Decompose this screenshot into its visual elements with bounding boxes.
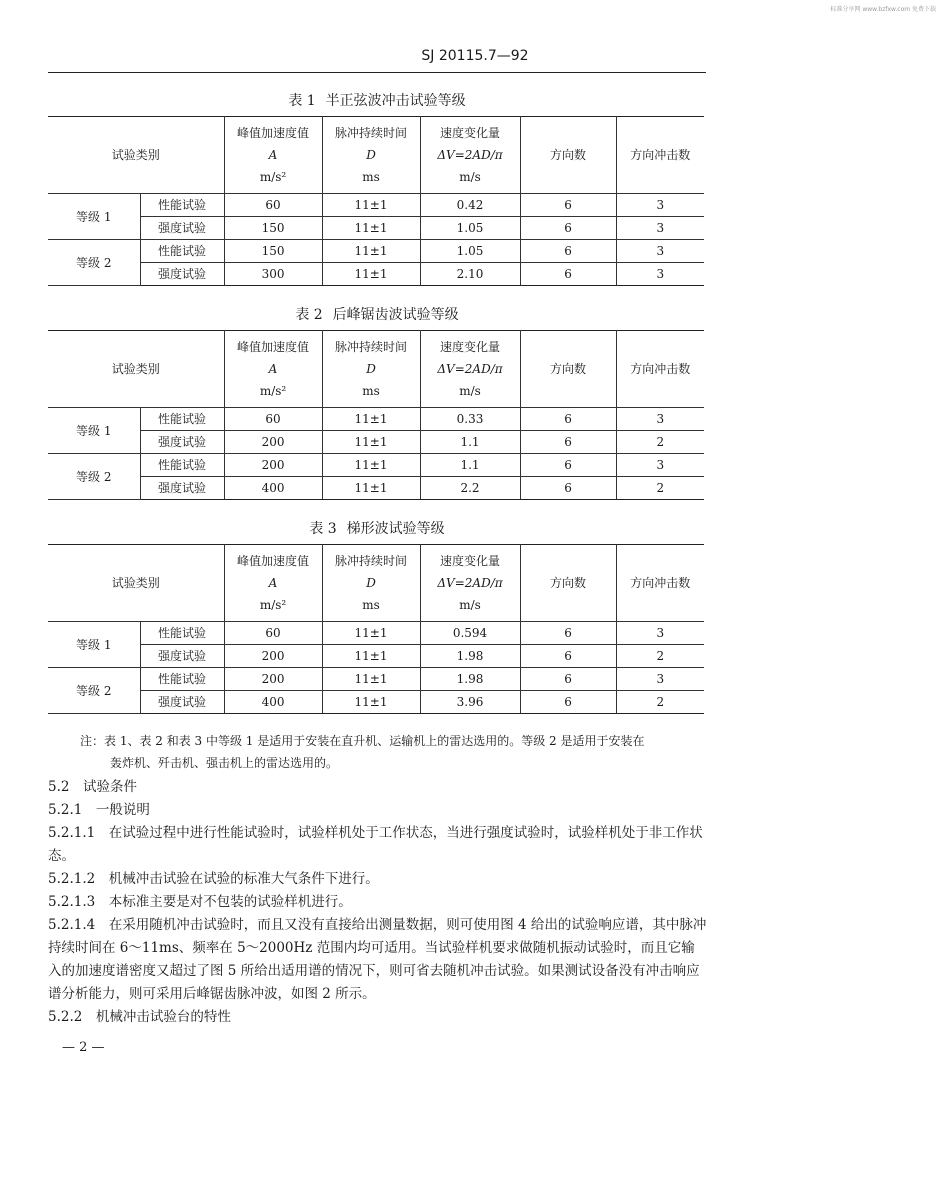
header-pulse: 脉冲持续时间 D ms [322,117,420,194]
test-type-cell: 强度试验 [140,477,224,500]
page-number: — 2 — [62,1040,105,1055]
velocity-cell: 1.98 [420,645,520,668]
peak-cell: 60 [224,408,322,431]
grade-table [48,330,704,500]
watermark: 标准分享网 www.bzfxw.com 免费下载 [830,6,936,13]
header-category: 试验类别 [48,545,224,622]
table-row [48,263,704,286]
peak-cell: 150 [224,240,322,263]
pulse-cell: 11±1 [322,622,420,645]
grade-cell: 等级 1 [48,622,140,668]
table-header-row [48,117,704,194]
peak-cell: 400 [224,477,322,500]
pulse-cell: 11±1 [322,217,420,240]
pulse-cell: 11±1 [322,645,420,668]
shocks-cell: 3 [616,217,704,240]
section-5-2-1-2: 5.2.1.2 机械冲击试验在试验的标准大气条件下进行。 [48,871,379,887]
peak-cell: 200 [224,454,322,477]
velocity-cell: 1.1 [420,431,520,454]
table-number: 表 3 [309,521,337,537]
header-velocity: 速度变化量 ΔV=2AD/π m/s [420,545,520,622]
shocks-cell: 3 [616,622,704,645]
header-pulse: 脉冲持续时间 D ms [322,331,420,408]
test-type-cell: 强度试验 [140,645,224,668]
peak-cell: 200 [224,645,322,668]
shocks-cell: 3 [616,408,704,431]
header-category: 试验类别 [48,117,224,194]
section-5-2: 5.2 试验条件 [48,779,137,795]
pulse-cell: 11±1 [322,431,420,454]
header-rule [48,72,706,73]
table-row [48,217,704,240]
test-type-cell: 性能试验 [140,668,224,691]
directions-cell: 6 [520,622,616,645]
doc-number: SJ 20115.7—92 [421,48,529,64]
pulse-cell: 11±1 [322,668,420,691]
section-5-2-1-3: 5.2.1.3 本标准主要是对不包装的试验样机进行。 [48,894,352,910]
header-pulse: 脉冲持续时间 D ms [322,545,420,622]
table-caption [48,90,706,110]
header-shocks: 方向冲击数 [616,545,704,622]
velocity-cell: 1.05 [420,217,520,240]
grade-cell: 等级 1 [48,194,140,240]
header-velocity: 速度变化量 ΔV=2AD/π m/s [420,117,520,194]
directions-cell: 6 [520,431,616,454]
table-row [48,431,704,454]
pulse-cell: 11±1 [322,240,420,263]
pulse-cell: 11±1 [322,454,420,477]
shocks-cell: 2 [616,477,704,500]
pulse-cell: 11±1 [322,691,420,714]
table-header-row [48,331,704,408]
test-type-cell: 强度试验 [140,431,224,454]
note-line-2: 轰炸机、歼击机、强击机上的雷达选用的。 [110,756,339,770]
velocity-cell: 1.1 [420,454,520,477]
table-row [48,691,704,714]
directions-cell: 6 [520,217,616,240]
shocks-cell: 3 [616,668,704,691]
table-note [80,730,710,774]
velocity-cell: 1.98 [420,668,520,691]
table-row [48,194,704,217]
peak-cell: 200 [224,668,322,691]
grade-cell: 等级 2 [48,454,140,500]
table-caption [48,518,706,538]
velocity-cell: 0.42 [420,194,520,217]
grade-cell: 等级 2 [48,240,140,286]
table-number: 表 2 [295,307,323,323]
table-number: 表 1 [288,93,316,109]
grade-table [48,116,704,286]
peak-cell: 200 [224,431,322,454]
header-category: 试验类别 [48,331,224,408]
table-row [48,454,704,477]
velocity-cell: 2.2 [420,477,520,500]
shocks-cell: 2 [616,691,704,714]
directions-cell: 6 [520,240,616,263]
directions-cell: 6 [520,263,616,286]
table-row [48,477,704,500]
directions-cell: 6 [520,668,616,691]
header-peak: 峰值加速度值 A m/s² [224,117,322,194]
header-peak: 峰值加速度值 A m/s² [224,545,322,622]
pulse-cell: 11±1 [322,194,420,217]
table-title: 后峰锯齿波试验等级 [332,307,459,323]
pulse-cell: 11±1 [322,263,420,286]
grade-table [48,544,704,714]
directions-cell: 6 [520,691,616,714]
table-caption [48,304,706,324]
test-type-cell: 强度试验 [140,691,224,714]
section-5-2-1-4: 5.2.1.4 在采用随机冲击试验时，而且又没有直接给出测量数据，则可使用图 4 给出的试验响应谱，其中脉冲持续时间在 6～11ms、频率在 5～2000Hz 范围内均可适用。当试验样机要求做随机振动试验时，而且它输入的加速度谱密度又超过了图 5 所给出适用谱的情况下，则可省去随机冲击试验。如果测试设备没有冲击响应谱分析能力，则可采用后峰锯齿脉冲波，如图 2 所示。 [48,917,707,1002]
peak-cell: 400 [224,691,322,714]
grade-cell: 等级 1 [48,408,140,454]
header-peak: 峰值加速度值 A m/s² [224,331,322,408]
shocks-cell: 3 [616,263,704,286]
table-row [48,240,704,263]
directions-cell: 6 [520,645,616,668]
table-row [48,668,704,691]
table-row [48,408,704,431]
table-row [48,622,704,645]
section-5-2-1: 5.2.1 一般说明 [48,802,150,818]
shocks-cell: 3 [616,194,704,217]
table-header-row [48,545,704,622]
velocity-cell: 0.594 [420,622,520,645]
table-title: 半正弦波冲击试验等级 [325,93,466,109]
test-type-cell: 强度试验 [140,217,224,240]
body-sections [48,776,708,1029]
directions-cell: 6 [520,408,616,431]
test-type-cell: 性能试验 [140,622,224,645]
peak-cell: 150 [224,217,322,240]
table-row [48,645,704,668]
header-directions: 方向数 [520,117,616,194]
shocks-cell: 3 [616,454,704,477]
grade-cell: 等级 2 [48,668,140,714]
velocity-cell: 2.10 [420,263,520,286]
header-shocks: 方向冲击数 [616,117,704,194]
shocks-cell: 2 [616,645,704,668]
header-directions: 方向数 [520,331,616,408]
peak-cell: 60 [224,622,322,645]
header-directions: 方向数 [520,545,616,622]
directions-cell: 6 [520,454,616,477]
section-5-2-1-1: 5.2.1.1 在试验过程中进行性能试验时，试验样机处于工作状态，当进行强度试验时，试验样机处于非工作状态。 [48,825,703,864]
shocks-cell: 2 [616,431,704,454]
header-shocks: 方向冲击数 [616,331,704,408]
velocity-cell: 3.96 [420,691,520,714]
test-type-cell: 性能试验 [140,240,224,263]
peak-cell: 60 [224,194,322,217]
table-title: 梯形波试验等级 [346,521,445,537]
shocks-cell: 3 [616,240,704,263]
directions-cell: 6 [520,194,616,217]
test-type-cell: 性能试验 [140,194,224,217]
directions-cell: 6 [520,477,616,500]
pulse-cell: 11±1 [322,408,420,431]
test-type-cell: 性能试验 [140,454,224,477]
peak-cell: 300 [224,263,322,286]
note-line-1: 注：表 1、表 2 和表 3 中等级 1 是适用于安装在直升机、运输机上的雷达选用的。等级 2 是适用于安装在 [80,734,645,748]
test-type-cell: 强度试验 [140,263,224,286]
velocity-cell: 1.05 [420,240,520,263]
section-5-2-2: 5.2.2 机械冲击试验台的特性 [48,1009,231,1025]
header-velocity: 速度变化量 ΔV=2AD/π m/s [420,331,520,408]
pulse-cell: 11±1 [322,477,420,500]
velocity-cell: 0.33 [420,408,520,431]
test-type-cell: 性能试验 [140,408,224,431]
